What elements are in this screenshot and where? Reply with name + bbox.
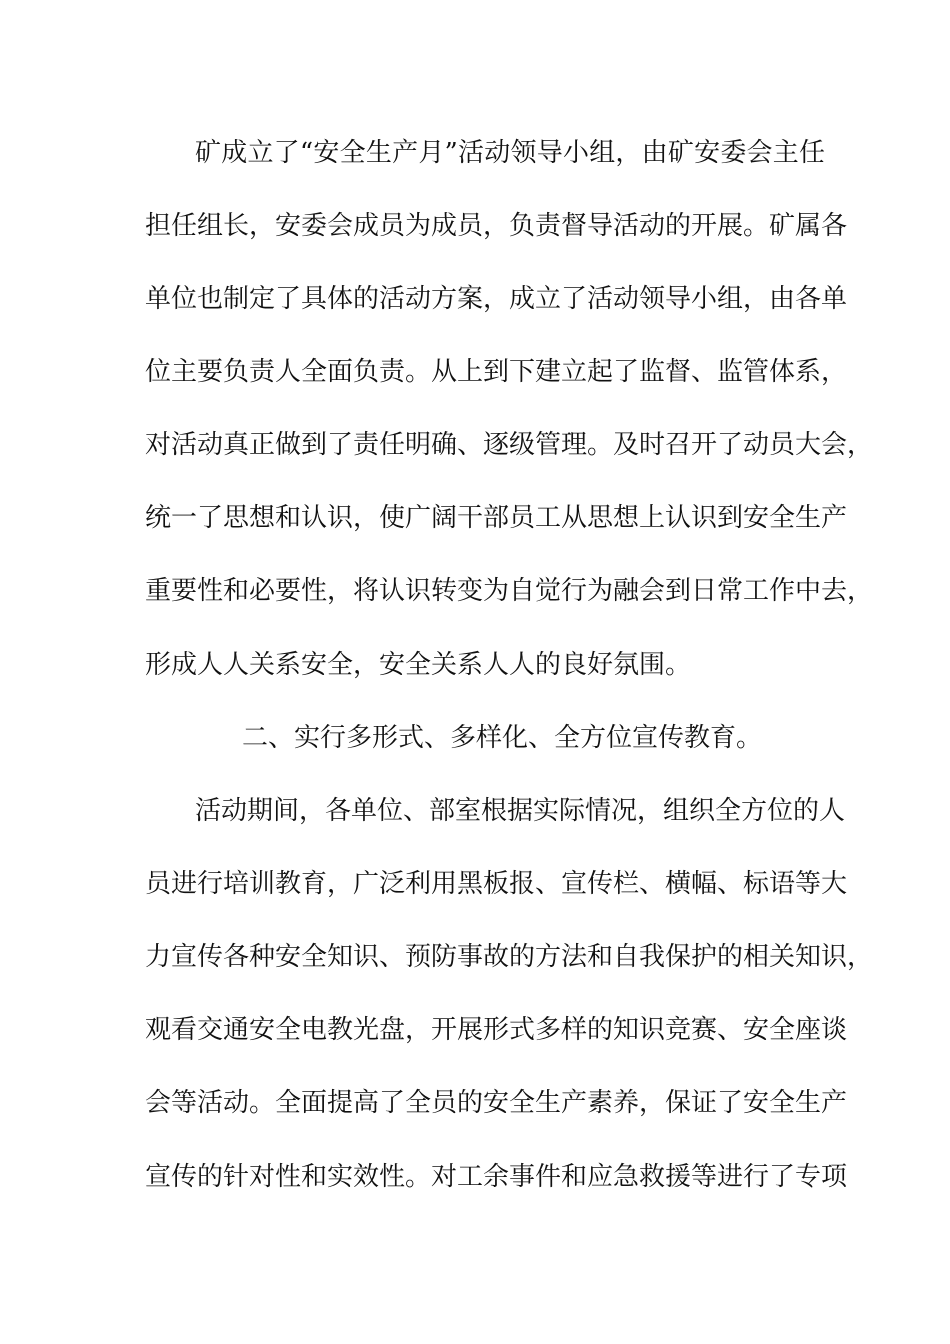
- paragraph-line: 单位也制定了具体的活动方案，成立了活动领导小组，由各单: [145, 284, 848, 314]
- paragraph-line: 矿成立了“安全生产月”活动领导小组，由矿安委会主任: [195, 138, 825, 168]
- paragraph-line: 活动期间，各单位、部室根据实际情况，组织全方位的人: [195, 796, 846, 826]
- paragraph-line: 力宣传各种安全知识、预防事故的方法和自我保护的相关知识，: [145, 942, 874, 972]
- paragraph-line: 重要性和必要性，将认识转变为自觉行为融会到日常工作中去，: [145, 576, 874, 606]
- paragraph-line: 会等活动。全面提高了全员的安全生产素养，保证了安全生产: [145, 1088, 848, 1118]
- paragraph-line: 宣传的针对性和实效性。对工余事件和应急救援等进行了专项: [145, 1162, 848, 1192]
- paragraph-line: 统一了思想和认识，使广阔干部员工从思想上认识到安全生产: [145, 503, 848, 533]
- paragraph-line: 担任组长，安委会成员为成员，负责督导活动的开展。矿属各: [145, 211, 848, 241]
- paragraph-line: 位主要负责人全面负责。从上到下建立起了监督、监管体系，: [145, 357, 848, 387]
- paragraph-line: 员进行培训教育，广泛利用黑板报、宣传栏、横幅、标语等大: [145, 869, 848, 899]
- paragraph-line: 观看交通安全电教光盘，开展形式多样的知识竞赛、安全座谈: [145, 1015, 848, 1045]
- paragraph-line: 形成人人关系安全，安全关系人人的良好氛围。: [145, 650, 692, 680]
- paragraph-line: 对活动真正做到了责任明确、逐级管理。及时召开了动员大会，: [145, 430, 874, 460]
- section-heading: 二、实行多形式、多样化、全方位宣传教育。: [242, 723, 763, 753]
